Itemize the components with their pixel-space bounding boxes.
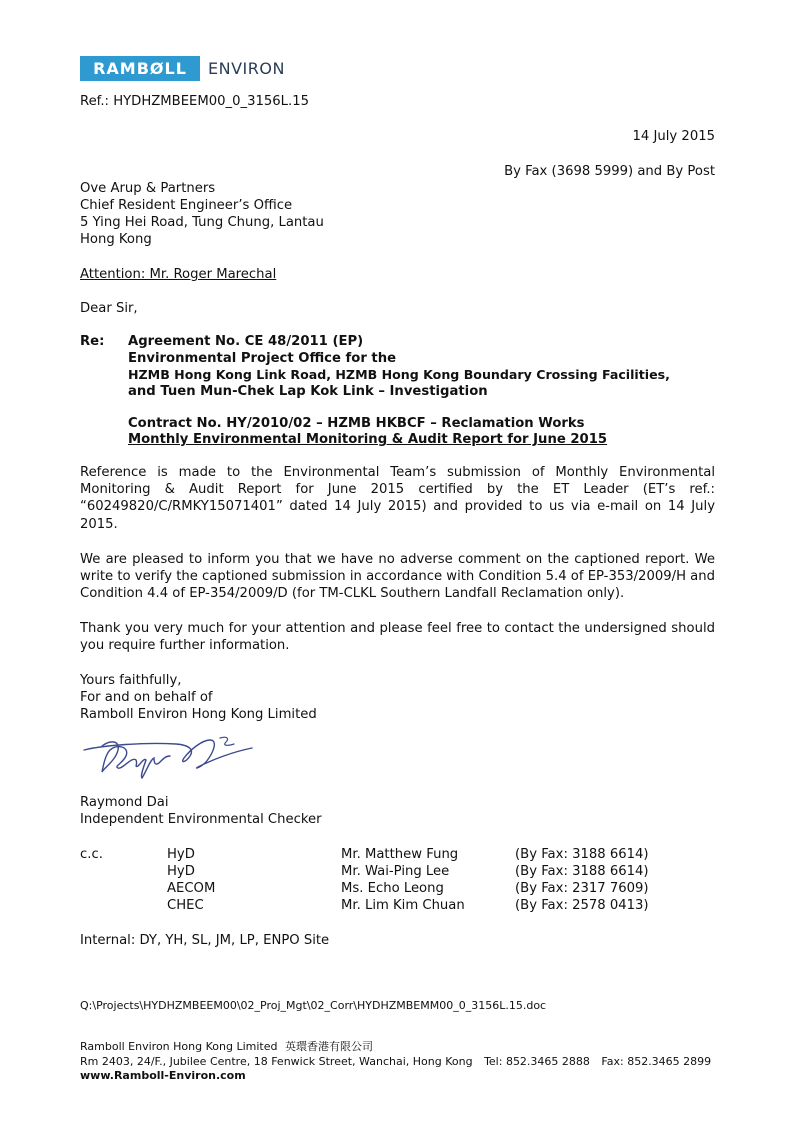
- addressee-line: Ove Arup & Partners: [80, 181, 216, 196]
- cc-person: Mr. Matthew Fung: [341, 847, 459, 862]
- footer-website[interactable]: www.Ramboll-Environ.com: [80, 1069, 246, 1082]
- letter-date: 14 July 2015: [632, 129, 715, 144]
- cc-person: Ms. Echo Leong: [341, 881, 444, 896]
- cc-org: AECOM: [167, 881, 216, 896]
- handwritten-signature: [80, 732, 260, 784]
- footer-address: Rm 2403, 24/F., Jubilee Centre, 18 Fenwick Street, Wanchai, Hong Kong: [80, 1055, 473, 1068]
- delivery-method: By Fax (3698 5999) and By Post: [504, 164, 715, 179]
- report-title: Monthly Environmental Monitoring & Audit Report for June 2015: [128, 432, 608, 447]
- closing-line: Ramboll Environ Hong Kong Limited: [80, 707, 317, 722]
- signer-title: Independent Environmental Checker: [80, 812, 322, 827]
- body-paragraph: Reference is made to the Environmental Team’s submission of Monthly Environmental Monitoring & Audit Report for June 2015 certified by the ET Leader (ET’s ref.: “60249820/C/RMKY15071401” dated 14 July 2015) and provided to us via e-mail on 14 July 2015.: [80, 465, 715, 532]
- cc-org: HyD: [167, 847, 195, 862]
- reference-number: Ref.: HYDHZMBEEM00_0_3156L.15: [80, 94, 309, 109]
- re-line: HZMB Hong Kong Link Road, HZMB Hong Kong Boundary Crossing Facilities,: [128, 367, 670, 382]
- footer-contact: [80, 1055, 711, 1069]
- salutation: Dear Sir,: [80, 301, 138, 316]
- file-path: Q:\Projects\HYDHZMBEEM00\02_Proj_Mgt\02_Corr\HYDHZMBEMM00_0_3156L.15.doc: [80, 999, 547, 1012]
- contract-line: Contract No. HY/2010/02 – HZMB HKBCF – Reclamation Works: [128, 416, 585, 431]
- re-line: Environmental Project Office for the: [128, 351, 397, 366]
- body-paragraph: We are pleased to inform you that we have no adverse comment on the captioned report. We write to verify the captioned submission in accordance with Condition 5.4 of EP-353/2009/H and Condition 4.4 of EP-354/2009/D (for TM-CLKL Southern Landfall Reclamation only).: [80, 552, 715, 602]
- footer-company-chinese: 英環香港有限公司: [284, 1040, 373, 1053]
- cc-fax: (By Fax: 2578 0413): [515, 898, 649, 913]
- ramboll-logo: [80, 56, 200, 81]
- addressee-line: 5 Ying Hei Road, Tung Chung, Lantau: [80, 215, 324, 230]
- footer-company: [80, 1040, 373, 1054]
- closing-line: For and on behalf of: [80, 690, 213, 705]
- cc-fax: (By Fax: 3188 6614): [515, 864, 649, 879]
- cc-person: Mr. Lim Kim Chuan: [341, 898, 465, 913]
- cc-person: Mr. Wai-Ping Lee: [341, 864, 450, 879]
- internal-distribution: Internal: DY, YH, SL, JM, LP, ENPO Site: [80, 933, 330, 948]
- re-line: Agreement No. CE 48/2011 (EP): [128, 334, 364, 349]
- addressee-line: Hong Kong: [80, 232, 152, 247]
- attention-line: Attention: Mr. Roger Marechal: [80, 267, 277, 282]
- footer-tel: Tel: 852.3465 2888: [484, 1055, 590, 1068]
- cc-label: c.c.: [80, 847, 103, 862]
- re-label: Re:: [80, 334, 105, 349]
- body-paragraph: Thank you very much for your attention and please feel free to contact the undersigned should you require further information.: [80, 621, 715, 654]
- logo-ramboll-text: RAMBØLL: [93, 59, 187, 78]
- cc-org: HyD: [167, 864, 195, 879]
- cc-fax: (By Fax: 3188 6614): [515, 847, 649, 862]
- cc-org: CHEC: [167, 898, 204, 913]
- closing-line: Yours faithfully,: [80, 673, 182, 688]
- footer-fax: Fax: 852.3465 2899: [601, 1055, 712, 1068]
- cc-fax: (By Fax: 2317 7609): [515, 881, 649, 896]
- signer-name: Raymond Dai: [80, 795, 169, 810]
- logo-environ-text: ENVIRON: [208, 59, 285, 78]
- footer-company-name: Ramboll Environ Hong Kong Limited: [80, 1040, 278, 1053]
- re-line: and Tuen Mun-Chek Lap Kok Link – Investigation: [128, 384, 488, 399]
- addressee-line: Chief Resident Engineer’s Office: [80, 198, 293, 213]
